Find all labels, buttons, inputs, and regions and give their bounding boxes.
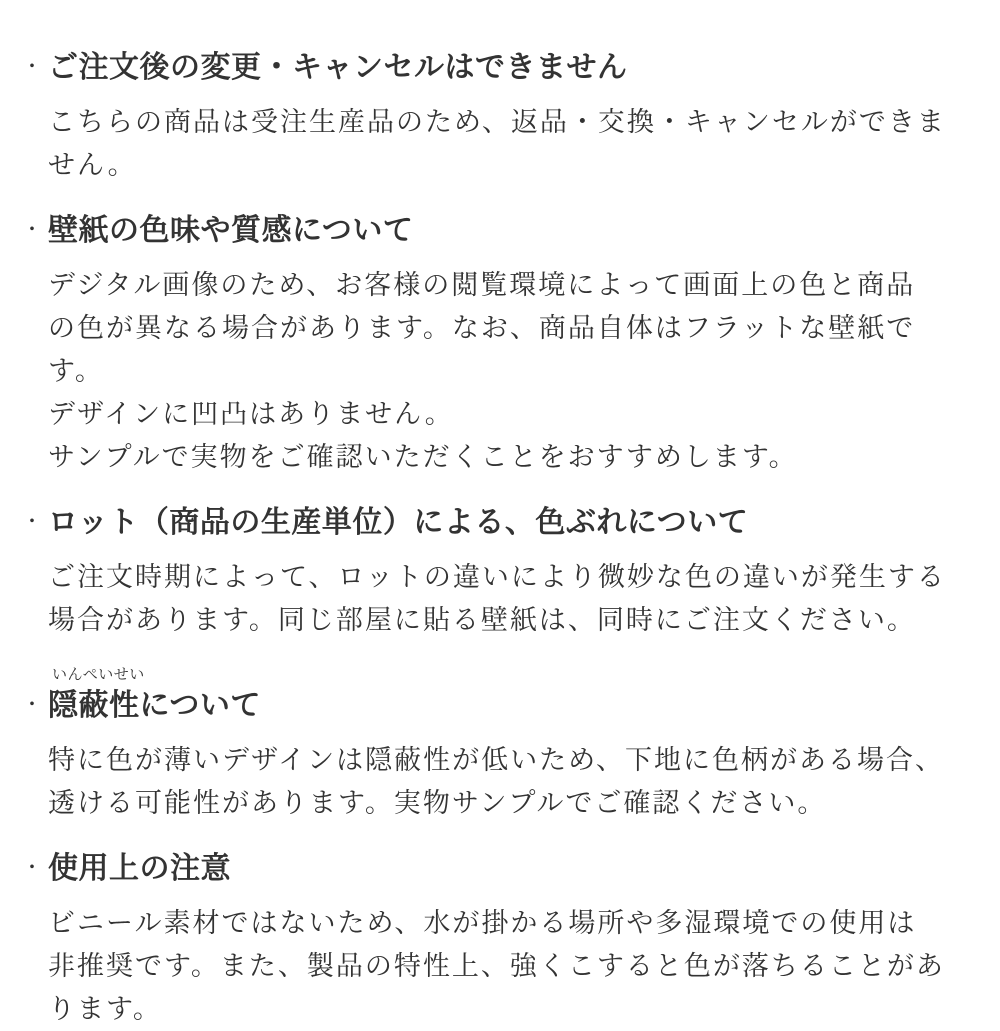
body-text-line: デザインに凹凸はありません。 [48, 399, 454, 429]
section-title: 隠蔽性について [48, 689, 261, 722]
section-heading [22, 212, 970, 249]
section-heading [22, 687, 970, 724]
section-opacity [22, 667, 970, 825]
body-text-line: の色が異なる場合があります。なお、商品自体はフラットな壁紙です。 [48, 313, 916, 386]
section-title: ロット（商品の生産単位）による、色ぶれについて [48, 506, 749, 539]
body-text-line: 透ける可能性があります。実物サンプルでご確認ください。 [48, 788, 827, 818]
section-title: 使用上の注意 [48, 852, 231, 885]
section-body [48, 556, 970, 642]
section-title: 壁紙の色味や質感について [48, 214, 414, 247]
bullet-marker: ・ [22, 219, 42, 241]
bullet-marker: ・ [22, 56, 42, 78]
body-text-line: ご注文時期によって、ロットの違いにより微妙な色の違いが発生する [48, 562, 946, 592]
body-text-line: こちらの商品は受注生産品のため、返品・交換・キャンセルができま [48, 107, 946, 137]
body-text-line: ビニール素材ではないため、水が掛かる場所や多湿環境での使用は [48, 908, 917, 938]
section-cancellation-policy [22, 49, 970, 187]
section-body [48, 101, 970, 187]
bullet-marker: ・ [22, 694, 42, 716]
section-body [48, 739, 970, 825]
body-text-line: 特に色が薄いデザインは隠蔽性が低いため、下地に色柄がある場合、 [48, 745, 945, 775]
body-text-line: サンプルで実物をご確認いただくことをおすすめします。 [48, 442, 798, 472]
section-heading [22, 504, 970, 541]
section-body [48, 264, 970, 479]
section-usage-caution [22, 850, 970, 1031]
section-color-texture [22, 212, 970, 479]
furigana-reading: いんぺいせい [52, 666, 145, 683]
bullet-marker: ・ [22, 511, 42, 533]
body-text-line: 場合があります。同じ部屋に貼る壁紙は、同時にご注文ください。 [48, 605, 916, 635]
body-text-line: ります。 [48, 994, 162, 1024]
section-lot-color-variation [22, 504, 970, 642]
body-text-line: 非推奨です。また、製品の特性上、強くこすると色が落ちることがあ [48, 951, 945, 981]
section-heading [22, 850, 970, 887]
section-body [48, 902, 970, 1031]
bullet-marker: ・ [22, 857, 42, 879]
section-title: ご注文後の変更・キャンセルはできません [48, 51, 628, 84]
body-text-line: せん。 [48, 150, 137, 180]
body-text-line: デジタル画像のため、お客様の閲覧環境によって画面上の色と商品 [48, 270, 916, 300]
section-heading [22, 49, 970, 86]
